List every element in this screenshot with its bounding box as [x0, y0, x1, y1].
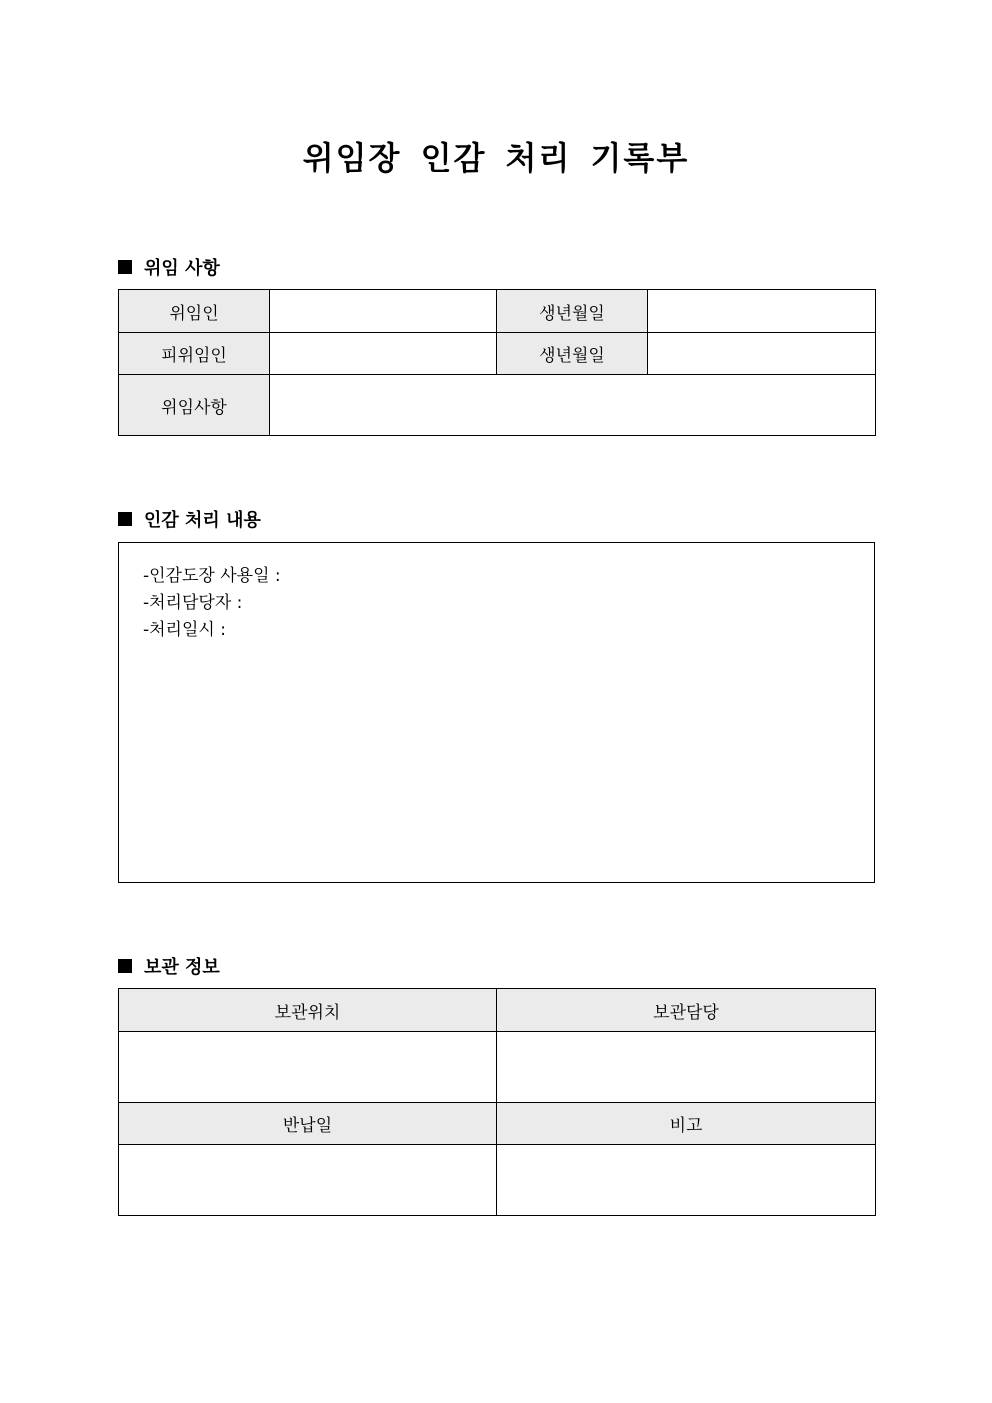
handler-line: -처리담당자 : [143, 593, 243, 613]
storage-table [118, 988, 876, 1216]
section-heading-label: 인감 처리 내용 [144, 510, 261, 531]
processing-datetime-line: -처리일시 : [143, 620, 226, 640]
delegate-birthdate-label: 생년월일 [497, 333, 648, 375]
square-bullet-icon [118, 512, 132, 526]
delegate-field[interactable] [270, 333, 497, 375]
delegate-label: 피위임인 [119, 333, 270, 375]
seal-processing-box[interactable] [118, 542, 875, 883]
seal-use-date-line: -인감도장 사용일 : [143, 566, 281, 586]
delegation-table [118, 289, 876, 436]
square-bullet-icon [118, 959, 132, 973]
return-date-label: 반납일 [119, 1103, 497, 1145]
storage-location-field[interactable] [119, 1032, 497, 1103]
remarks-label: 비고 [497, 1103, 876, 1145]
section-heading-delegation [118, 254, 220, 280]
page-title: 위임장 인감 처리 기록부 [302, 139, 690, 177]
storage-manager-field[interactable] [497, 1032, 876, 1103]
remarks-field[interactable] [497, 1145, 876, 1216]
section-heading-label: 보관 정보 [144, 957, 220, 978]
delegator-birthdate-field[interactable] [648, 290, 876, 333]
square-bullet-icon [118, 260, 132, 274]
section-heading-storage [118, 953, 220, 979]
return-date-field[interactable] [119, 1145, 497, 1216]
delegator-field[interactable] [270, 290, 497, 333]
delegation-matters-field[interactable] [270, 375, 876, 436]
delegator-label: 위임인 [119, 290, 270, 333]
delegate-birthdate-field[interactable] [648, 333, 876, 375]
section-heading-seal-processing [118, 506, 261, 532]
storage-location-label: 보관위치 [119, 989, 497, 1032]
storage-manager-label: 보관담당 [497, 989, 876, 1032]
delegator-birthdate-label: 생년월일 [497, 290, 648, 333]
section-heading-label: 위임 사항 [144, 258, 220, 279]
delegation-matters-label: 위임사항 [119, 375, 270, 436]
